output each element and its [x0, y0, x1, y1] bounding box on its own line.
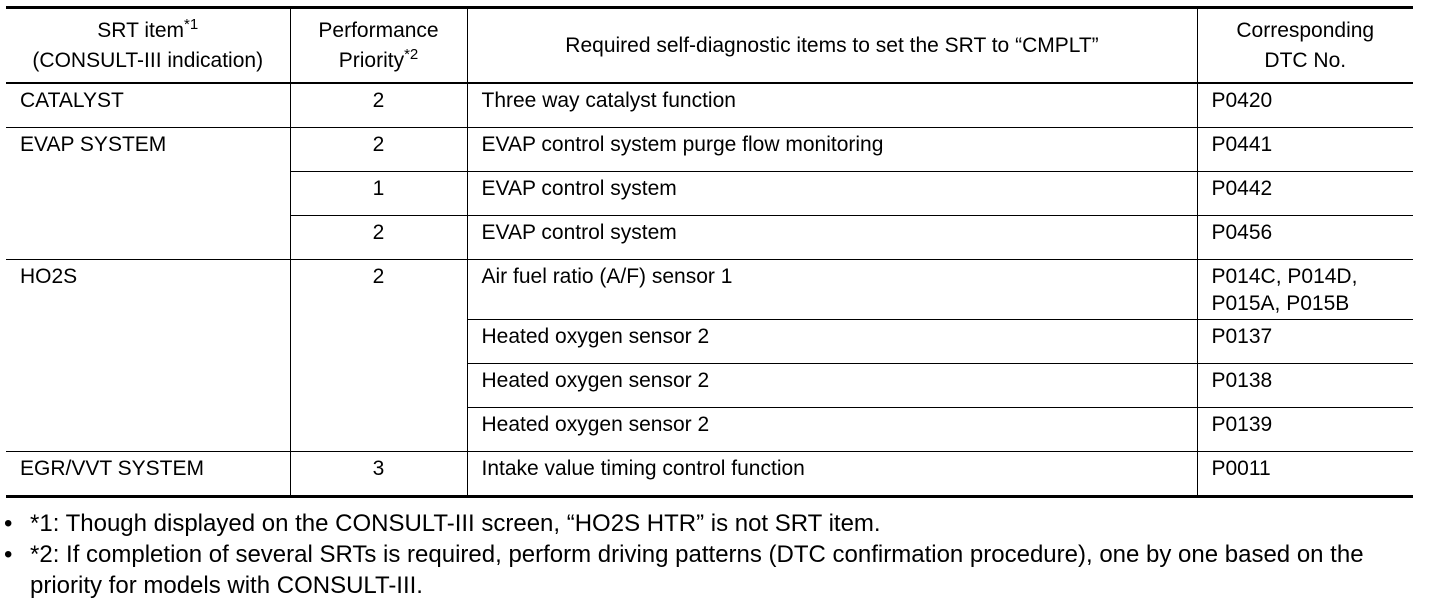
priority-cell: 3 — [290, 452, 467, 497]
footnote-marker-2: *2 — [404, 45, 419, 63]
dtc-cell: P0420 — [1197, 83, 1413, 128]
header-priority-line1: Performance — [318, 18, 439, 42]
footnote-text: *2: If completion of several SRTs is required, perform driving patterns (DTC confirmation procedure), one by one based on the priority for models with CONSULT-III. — [30, 541, 1364, 599]
header-priority-line2: Priority — [338, 48, 405, 72]
dtc-line: P015A, P015B — [1211, 292, 1350, 315]
footnotes — [4, 508, 1424, 601]
bullet-icon: • — [4, 541, 13, 568]
dtc-cell: P0456 — [1197, 216, 1413, 260]
priority-cell: 2 — [290, 83, 467, 128]
priority-cell: 1 — [290, 172, 467, 216]
priority-cell: 2 — [290, 260, 467, 452]
item-cell: Three way catalyst function — [467, 83, 1197, 128]
dtc-cell — [1197, 260, 1413, 320]
table-row — [6, 260, 1413, 320]
srt-cell: EVAP SYSTEM — [6, 128, 290, 260]
item-cell: EVAP control system — [467, 216, 1197, 260]
header-dtc-line2: DTC No. — [1264, 48, 1347, 72]
dtc-cell: P0138 — [1197, 364, 1413, 408]
header-srt-item-label: SRT item — [97, 18, 185, 42]
srt-cell: EGR/VVT SYSTEM — [6, 452, 290, 497]
footnote-2 — [4, 539, 1424, 601]
footnote-marker-1: *1 — [184, 15, 199, 33]
header-srt-item — [6, 8, 290, 84]
dtc-cell: P0137 — [1197, 320, 1413, 364]
item-cell: EVAP control system — [467, 172, 1197, 216]
dtc-cell: P0441 — [1197, 128, 1413, 172]
priority-cell: 2 — [290, 216, 467, 260]
header-required-items-label: Required self-diagnostic items to set the SRT to “CMPLT” — [565, 33, 1099, 57]
header-required-items — [467, 8, 1197, 84]
item-cell: Heated oxygen sensor 2 — [467, 408, 1197, 452]
srt-table — [6, 6, 1413, 498]
srt-cell: HO2S — [6, 260, 290, 452]
item-cell: Air fuel ratio (A/F) sensor 1 — [467, 260, 1197, 320]
header-priority — [290, 8, 467, 84]
dtc-cell: P0139 — [1197, 408, 1413, 452]
header-row — [6, 8, 1413, 84]
footnote-text: *1: Though displayed on the CONSULT-III screen, “HO2S HTR” is not SRT item. — [30, 510, 881, 537]
header-dtc-line1: Corresponding — [1236, 18, 1375, 42]
table-row — [6, 83, 1413, 128]
table-row — [6, 128, 1413, 172]
item-cell: Heated oxygen sensor 2 — [467, 320, 1197, 364]
table-row — [6, 452, 1413, 497]
header-srt-item-sublabel: (CONSULT-III indication) — [32, 48, 264, 72]
dtc-line: P014C, P014D, — [1211, 265, 1358, 288]
priority-cell: 2 — [290, 128, 467, 172]
dtc-cell: P0011 — [1197, 452, 1413, 497]
bullet-icon: • — [4, 510, 13, 537]
item-cell: Heated oxygen sensor 2 — [467, 364, 1197, 408]
dtc-cell: P0442 — [1197, 172, 1413, 216]
table-header — [6, 8, 1413, 84]
item-cell: Intake value timing control function — [467, 452, 1197, 497]
footnote-1 — [4, 508, 1424, 539]
header-dtc — [1197, 8, 1413, 84]
srt-cell: CATALYST — [6, 83, 290, 128]
item-cell: EVAP control system purge flow monitoring — [467, 128, 1197, 172]
table-body — [6, 83, 1413, 497]
